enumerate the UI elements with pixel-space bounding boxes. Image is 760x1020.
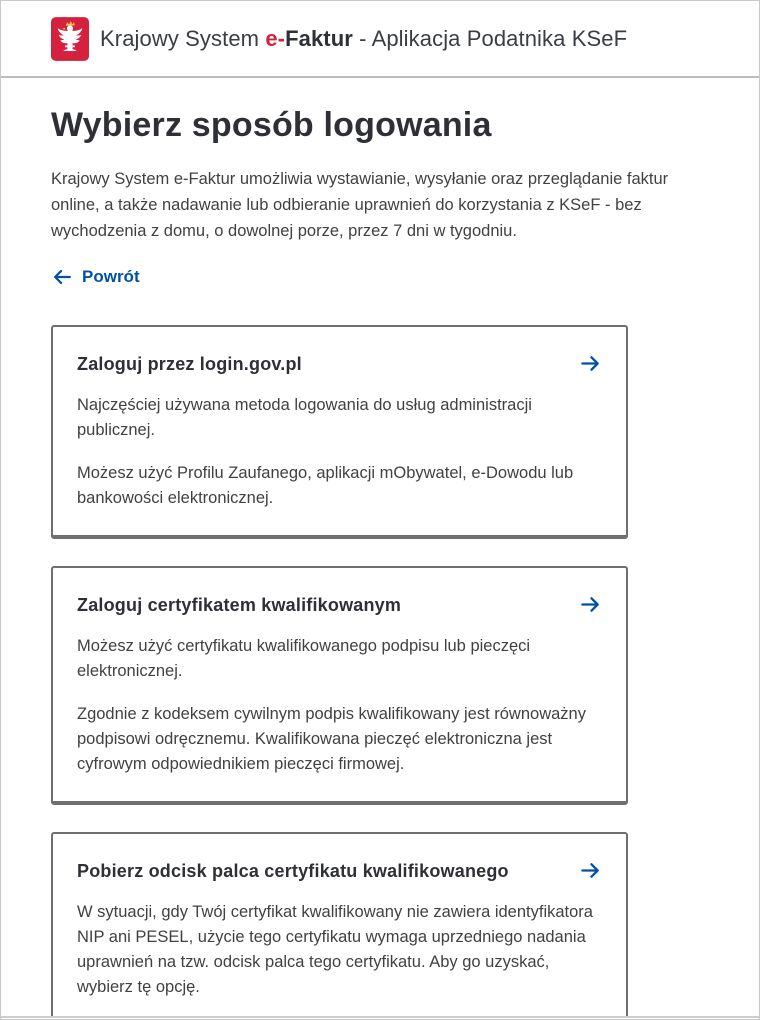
page-title: Wybierz sposób logowania: [51, 106, 492, 144]
card-header: [77, 593, 602, 616]
right-arrow-icon: [579, 593, 602, 616]
back-link[interactable]: [51, 266, 140, 288]
card-description: W sytuacji, gdy Twój certyfikat kwalifikowany nie zawiera identyfikatora NIP ani PESEL, użycie tego certyfikatu wymaga uprzedniego nadania uprawnień na tzw. odcisk palca tego certyfikatu. Aby go uzyskać, wybierz tę opcję.: [77, 903, 593, 996]
page-intro: Krajowy System e-Faktur umożliwia wystawianie, wysyłanie oraz przeglądanie faktur online, a także nadawanie lub odbieranie uprawnień do korzystania z KSeF - bez wychodzenia z domu, o dowolnej porze, przez 7 dni w tygodniu.: [51, 170, 669, 240]
right-arrow-icon: [579, 859, 602, 882]
card-header: [77, 859, 602, 882]
poland-eagle-emblem-icon: [51, 16, 89, 62]
back-link-label: Powrót: [82, 267, 140, 286]
right-arrow-icon: [579, 352, 602, 375]
app-title: [100, 26, 627, 52]
card-title: Pobierz odcisk palca certyfikatu kwalifikowanego: [77, 860, 509, 881]
login-option-qualified-certificate[interactable]: [51, 566, 628, 805]
left-arrow-icon: [51, 266, 73, 288]
footer-divider: [1, 1016, 759, 1019]
app-title-accent: e-: [265, 25, 286, 51]
app-title-part2: - Aplikacja Podatnika KSeF: [352, 25, 628, 51]
app-title-part1: Krajowy System: [100, 25, 266, 51]
card-description: Możesz użyć certyfikatu kwalifikowanego podpisu lub pieczęci elektronicznej.: [77, 637, 531, 680]
login-options-list: [51, 325, 628, 1020]
card-description: Zgodnie z kodeksem cywilnym podpis kwalifikowany jest równoważny podpisowi odręcznemu. Kwalifikowana pieczęć elektroniczna jest cyfrowym odpowiednikiem pieczęci firmowej.: [77, 705, 586, 773]
card-header: [77, 352, 602, 375]
main-content: [1, 105, 759, 1020]
login-option-certificate-fingerprint[interactable]: [51, 832, 628, 1020]
login-option-login-gov-pl[interactable]: [51, 325, 628, 539]
card-title: Zaloguj przez login.gov.pl: [77, 353, 302, 374]
card-description: Możesz użyć Profilu Zaufanego, aplikacji mObywatel, e-Dowodu lub bankowości elektronicznej.: [77, 464, 574, 507]
app-title-bold: Faktur: [285, 25, 353, 51]
card-title: Zaloguj certyfikatem kwalifikowanym: [77, 594, 402, 615]
app-header: [1, 1, 759, 78]
card-description: Najczęściej używana metoda logowania do usług administracji publicznej.: [77, 396, 532, 439]
